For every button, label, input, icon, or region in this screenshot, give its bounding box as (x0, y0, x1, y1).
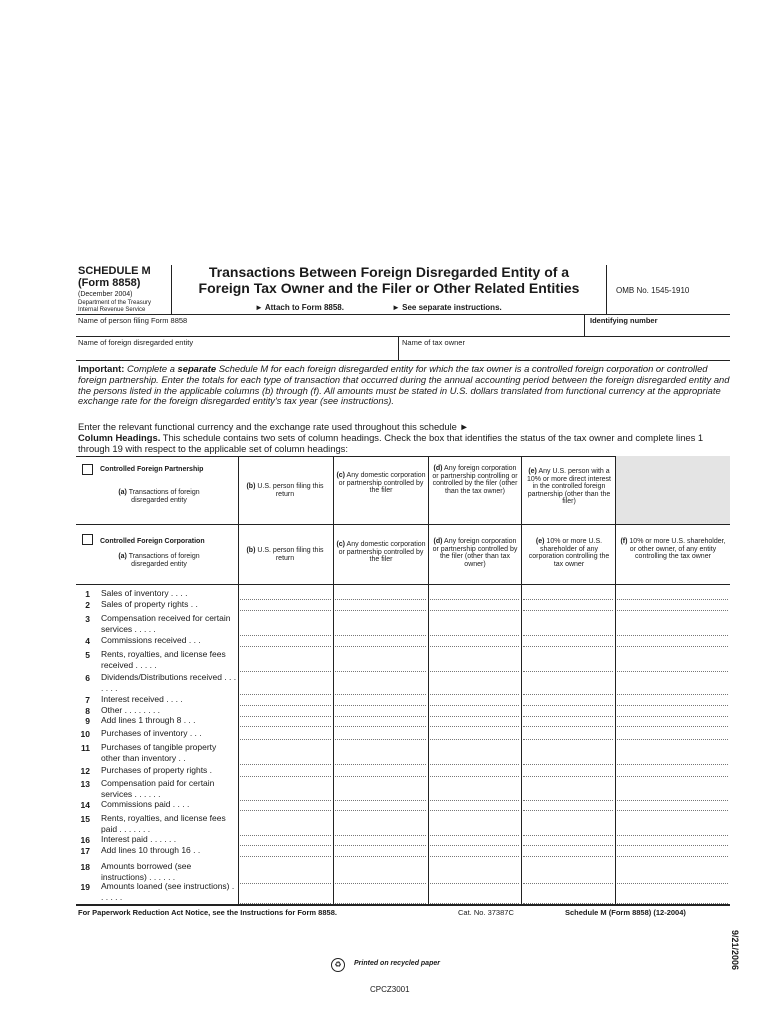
catalog-number: Cat. No. 37387C (458, 908, 514, 917)
cfc-col-c (336, 541, 426, 564)
amount-cell-b[interactable] (240, 776, 331, 777)
amount-cell-d[interactable] (430, 776, 519, 777)
amount-cell-d[interactable] (430, 764, 519, 765)
amount-cell-b[interactable] (240, 764, 331, 765)
amount-cell-c[interactable] (335, 764, 426, 765)
line-label: Dividends/Distributions received . . . . . . . (101, 672, 237, 693)
amount-cell-f[interactable] (617, 764, 728, 765)
cfc-col-a-tag: (a) (118, 553, 127, 560)
line-label: Sales of property rights . . (101, 599, 198, 609)
line-label: Amounts loaned (see instructions) . . . . . . (101, 881, 235, 902)
cfc-col-a (104, 553, 214, 568)
line-number: 12 (80, 766, 90, 776)
revision-date: (December 2004) (78, 291, 133, 298)
cfp-col-b-tag: (b) (246, 483, 256, 490)
amount-cell-f[interactable] (617, 646, 728, 647)
amount-cell-c[interactable] (335, 739, 426, 740)
line-label: Rents, royalties, and license fees received . . . . . (101, 649, 226, 670)
amount-cell-b[interactable] (240, 845, 331, 846)
amount-cell-c[interactable] (335, 810, 426, 811)
cfc-col-d-tag: (d) (433, 538, 443, 545)
amount-cell-e[interactable] (523, 845, 613, 846)
column-headings-text: This schedule contains two sets of column headings. Check the box that identifies the status of the tax owner and complete lines 1 through 19 with respect to the applicable set of column headings: (78, 432, 704, 454)
amount-cell-d[interactable] (430, 856, 519, 857)
line-number: 14 (80, 800, 90, 810)
line-label: Amounts borrowed (see instructions) . . . . . . (101, 861, 192, 882)
line-label: Compensation received for certain services . . . . . (101, 613, 231, 634)
tax-owner-name-label: Name of tax owner (402, 338, 465, 347)
amount-cell-b[interactable] (240, 716, 331, 717)
amount-cell-c[interactable] (335, 716, 426, 717)
amount-cell-d[interactable] (430, 739, 519, 740)
cfc-col-d (431, 538, 519, 568)
line-number: 18 (80, 862, 90, 872)
amount-cell-f[interactable] (617, 716, 728, 717)
amount-cell-c[interactable] (335, 776, 426, 777)
cfc-col-e (524, 538, 614, 568)
amount-cell-f[interactable] (617, 800, 728, 801)
line-number: 19 (80, 882, 90, 892)
amount-cell-e[interactable] (523, 810, 613, 811)
amount-cell-b[interactable] (240, 610, 331, 611)
cfc-col-e-text: 10% or more U.S. shareholder of any corporation controlling the tax owner (528, 538, 610, 568)
amount-cell-e[interactable] (523, 764, 613, 765)
header-divider-right (606, 265, 607, 314)
rule (76, 584, 730, 585)
cfp-col-d-text: Any foreign corporation or partnership controlling or controlled by the filer (other than the tax owner) (432, 465, 518, 495)
amount-cell-b[interactable] (240, 635, 331, 636)
column-headings-lead: Column Headings. (78, 432, 161, 443)
amount-cell-c[interactable] (335, 599, 426, 600)
cfc-col-e-tag: (e) (535, 538, 545, 545)
line-label: Purchases of property rights . (101, 765, 213, 775)
amount-cell-d[interactable] (430, 705, 519, 706)
amount-cell-d[interactable] (430, 610, 519, 611)
amount-cell-f[interactable] (617, 726, 728, 727)
agency: Internal Revenue Service (78, 307, 146, 313)
schedule-label: SCHEDULE M (78, 265, 151, 277)
amount-cell-f[interactable] (617, 599, 728, 600)
cfp-col-b-text: U.S. person filing this return (255, 483, 324, 498)
amount-cell-e[interactable] (523, 800, 613, 801)
foreign-entity-name-label: Name of foreign disregarded entity (78, 338, 194, 347)
important-text-2: Schedule M for each foreign disregarded entity for which the tax owner is a controlled foreign corporation or controlled foreign partnership. Enter the totals for each type of transaction that occurred during the annual accounting period between the foreign disregarded entity and the persons listed in the applicable columns (b) through (f). All amounts must be stated in U.S. dollars translated from functional currency at the appropriate exchange rate for the foreign disregarded entity's tax year (see instructions). (78, 363, 730, 407)
cfp-col-a (104, 489, 214, 504)
rule (76, 524, 730, 525)
rule (76, 336, 730, 337)
amount-cell-f[interactable] (617, 610, 728, 611)
line-number: 1 (85, 589, 90, 599)
cfc-col-f (617, 538, 729, 561)
amount-cell-f[interactable] (617, 883, 728, 884)
amount-cell-d[interactable] (430, 671, 519, 672)
amount-cell-e[interactable] (523, 646, 613, 647)
amount-cell-b[interactable] (240, 739, 331, 740)
schedule-footer-id: Schedule M (Form 8858) (12-2004) (565, 908, 686, 917)
shaded-column-f (615, 456, 730, 524)
amount-cell-f[interactable] (617, 845, 728, 846)
amount-cell-c[interactable] (335, 800, 426, 801)
amount-cell-c[interactable] (335, 726, 426, 727)
amount-cell-f[interactable] (617, 776, 728, 777)
amount-cell-d[interactable] (430, 599, 519, 600)
line-label: Purchases of inventory . . . (101, 728, 202, 738)
line-number: 16 (80, 835, 90, 845)
line-label: Add lines 10 through 16 . . (101, 845, 201, 855)
cfp-col-d (431, 465, 519, 495)
line-label: Rents, royalties, and license fees paid . . . . . . . (101, 813, 226, 834)
amount-cell-f[interactable] (617, 739, 728, 740)
rule (398, 336, 399, 360)
cfp-col-e (526, 468, 612, 506)
amount-cell-e[interactable] (523, 776, 613, 777)
cfc-col-c-text: Any domestic corporation or partnership controlled by the filer (338, 541, 426, 563)
line-label: Sales of inventory . . . . (101, 588, 188, 598)
cfp-col-e-tag: (e) (528, 468, 537, 475)
line-number: 9 (85, 716, 90, 726)
amount-cell-e[interactable] (523, 671, 613, 672)
cfc-title: Controlled Foreign Corporation (100, 538, 205, 545)
important-lead: Important: (78, 363, 125, 374)
line-number: 17 (80, 846, 90, 856)
amount-cell-c[interactable] (335, 705, 426, 706)
amount-cell-d[interactable] (430, 835, 519, 836)
cfc-col-d-text: Any foreign corporation or partnership controlled by the filer (other than tax owner) (432, 538, 518, 568)
important-paragraph (78, 364, 730, 407)
cfp-col-a-text: Transactions of foreign disregarded entity (126, 489, 200, 504)
amount-cell-c[interactable] (335, 671, 426, 672)
amount-cell-d[interactable] (430, 883, 519, 884)
recycled-paper-note: Printed on recycled paper (354, 960, 440, 967)
cfp-col-b (240, 483, 330, 498)
cfp-col-e-text: Any U.S. person with a 10% or more direct interest in the controlled foreign partnership (other than the filer) (526, 468, 612, 505)
amount-cell-b[interactable] (240, 835, 331, 836)
amount-cell-c[interactable] (335, 856, 426, 857)
line-label: Commissions paid . . . . (101, 799, 190, 809)
cfc-col-f-tag: (f) (620, 538, 628, 545)
important-text-1: Complete a (124, 363, 178, 374)
amount-cell-b[interactable] (240, 671, 331, 672)
amount-cell-b[interactable] (240, 883, 331, 884)
amount-cell-b[interactable] (240, 726, 331, 727)
cfc-col-b (240, 547, 330, 562)
rule (76, 314, 730, 315)
line-number: 7 (85, 695, 90, 705)
line-label: Purchases of tangible property other than inventory . . (101, 742, 217, 763)
amount-cell-d[interactable] (430, 726, 519, 727)
amount-cell-e[interactable] (523, 739, 613, 740)
cfc-col-a-text: Transactions of foreign disregarded entity (126, 553, 200, 568)
amount-cell-f[interactable] (617, 671, 728, 672)
rule (76, 904, 730, 906)
amount-cell-e[interactable] (523, 694, 613, 695)
line-number: 5 (85, 650, 90, 660)
amount-cell-b[interactable] (240, 705, 331, 706)
amount-cell-f[interactable] (617, 810, 728, 811)
amount-cell-d[interactable] (430, 646, 519, 647)
cfp-col-d-tag: (d) (433, 465, 443, 472)
line-number: 3 (85, 614, 90, 624)
amount-cell-c[interactable] (335, 845, 426, 846)
attach-note: ► Attach to Form 8858. (255, 303, 344, 312)
amount-cell-b[interactable] (240, 800, 331, 801)
line-number: 4 (85, 636, 90, 646)
currency-line: Enter the relevant functional currency and the exchange rate used throughout this schedule ► (78, 421, 469, 432)
line-number: 15 (80, 814, 90, 824)
column-headings-paragraph (78, 433, 730, 455)
amount-cell-b[interactable] (240, 646, 331, 647)
amount-cell-f[interactable] (617, 694, 728, 695)
important-separate: separate (177, 363, 217, 374)
form-code: CPCZ3001 (370, 985, 410, 994)
cfp-col-c-text: Any domestic corporation or partnership controlled by the filer (338, 472, 426, 494)
line-label: Commissions received . . . (101, 635, 201, 645)
omb-number: OMB No. 1545-1910 (616, 286, 690, 295)
form-number: (Form 8858) (78, 277, 141, 289)
amount-cell-e[interactable] (523, 599, 613, 600)
amount-cell-f[interactable] (617, 835, 728, 836)
cfc-col-b-tag: (b) (246, 547, 256, 554)
date-stamp: 9/21/2006 (730, 930, 740, 971)
amount-cell-d[interactable] (430, 800, 519, 801)
amount-cell-d[interactable] (430, 845, 519, 846)
cfp-col-c-tag: (c) (336, 472, 345, 479)
line-label: Other . . . . . . . . (101, 705, 161, 715)
amount-cell-e[interactable] (523, 835, 613, 836)
line-number: 8 (85, 706, 90, 716)
rule (584, 314, 585, 336)
title-line-2: Foreign Tax Owner and the Filer or Other Related Entities (198, 280, 580, 296)
cfp-col-c (336, 472, 426, 495)
amount-cell-c[interactable] (335, 694, 426, 695)
amount-cell-d[interactable] (430, 635, 519, 636)
recycle-icon: ♻ (331, 958, 345, 972)
paperwork-notice: For Paperwork Reduction Act Notice, see the Instructions for Form 8858. (78, 908, 337, 917)
instructions-note: ► See separate instructions. (392, 303, 502, 312)
amount-cell-d[interactable] (430, 694, 519, 695)
amount-cell-d[interactable] (430, 810, 519, 811)
amount-cell-d[interactable] (430, 716, 519, 717)
cfc-col-f-text: 10% or more U.S. shareholder, or other owner, of any entity controlling the tax owner (627, 538, 726, 560)
department: Department of the Treasury (78, 300, 152, 306)
amount-cell-b[interactable] (240, 694, 331, 695)
amount-cell-e[interactable] (523, 726, 613, 727)
line-label: Compensation paid for certain services . . . . . . (101, 778, 215, 799)
cfp-title: Controlled Foreign Partnership (100, 466, 204, 473)
cfp-checkbox[interactable] (82, 464, 93, 475)
line-label: Interest paid . . . . . . (101, 834, 177, 844)
cfc-col-b-text: U.S. person filing this return (255, 547, 324, 562)
amount-cell-c[interactable] (335, 883, 426, 884)
amount-cell-e[interactable] (523, 610, 613, 611)
line-number: 2 (85, 600, 90, 610)
amount-cell-f[interactable] (617, 856, 728, 857)
title-line-1: Transactions Between Foreign Disregarded Entity of a (208, 264, 570, 280)
amount-cell-b[interactable] (240, 810, 331, 811)
rule (76, 360, 730, 361)
cfc-col-c-tag: (c) (336, 541, 345, 548)
amount-cell-f[interactable] (617, 705, 728, 706)
line-label: Interest received . . . . (101, 694, 183, 704)
amount-cell-e[interactable] (523, 856, 613, 857)
identifying-number-label: Identifying number (590, 316, 658, 325)
amount-cell-c[interactable] (335, 646, 426, 647)
amount-cell-f[interactable] (617, 635, 728, 636)
line-label: Add lines 1 through 8 . . . (101, 715, 196, 725)
amount-cell-b[interactable] (240, 599, 331, 600)
amount-cell-c[interactable] (335, 635, 426, 636)
amount-cell-c[interactable] (335, 610, 426, 611)
line-number: 10 (80, 729, 90, 739)
name-filing-label: Name of person filing Form 8858 (78, 316, 188, 325)
line-number: 11 (81, 743, 90, 753)
amount-cell-c[interactable] (335, 835, 426, 836)
header-divider-left (171, 265, 172, 314)
amount-cell-b[interactable] (240, 856, 331, 857)
cfp-col-a-tag: (a) (118, 489, 127, 496)
amount-cell-e[interactable] (523, 883, 613, 884)
line-number: 13 (80, 779, 90, 789)
amount-cell-e[interactable] (523, 635, 613, 636)
cfc-checkbox[interactable] (82, 534, 93, 545)
amount-cell-e[interactable] (523, 716, 613, 717)
amount-cell-e[interactable] (523, 705, 613, 706)
line-number: 6 (85, 673, 90, 683)
